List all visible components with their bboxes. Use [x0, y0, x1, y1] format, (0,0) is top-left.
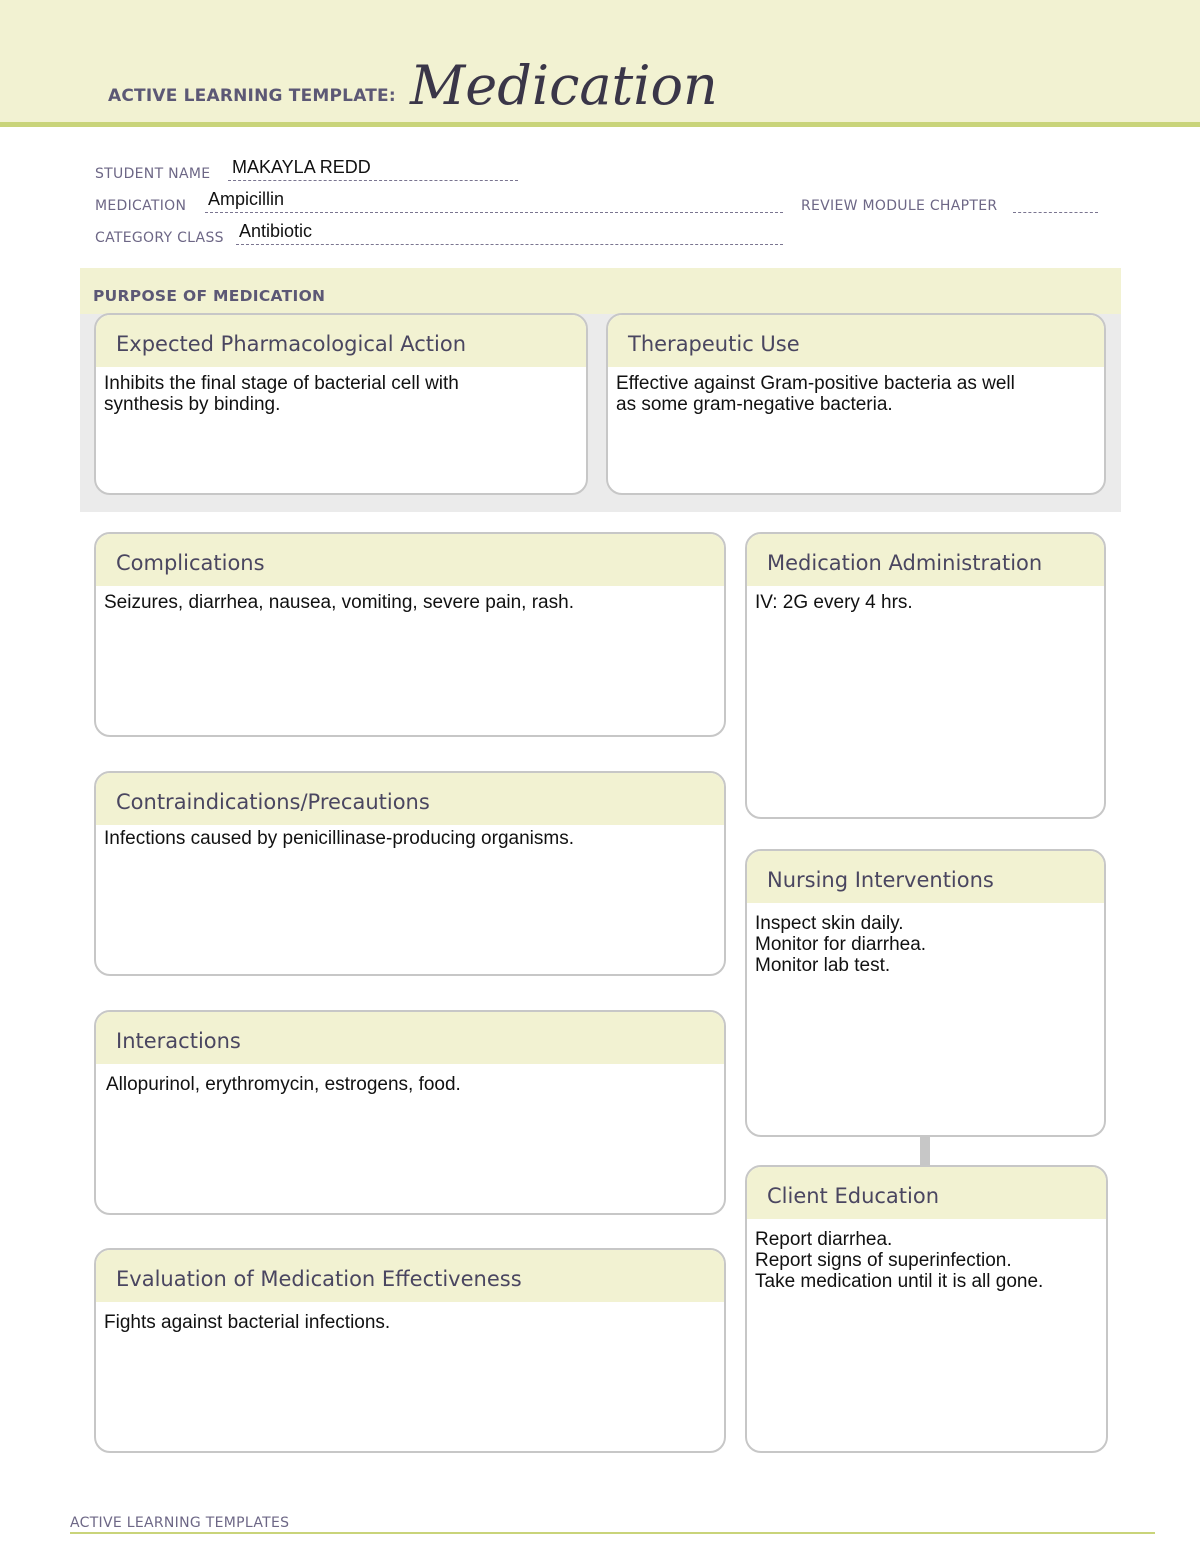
- box-content[interactable]: [96, 367, 586, 415]
- content-line: Inspect skin daily.: [755, 913, 904, 934]
- footer-rule: [70, 1532, 1155, 1534]
- content-line: Report signs of superinfection.: [755, 1250, 1012, 1271]
- content-line: as some gram-negative bacteria.: [616, 394, 893, 415]
- box-title: Expected Pharmacological Action: [96, 315, 586, 367]
- contraindications-box: [94, 771, 726, 976]
- footer-label: ACTIVE LEARNING TEMPLATES: [70, 1515, 290, 1531]
- box-title: Client Education: [747, 1167, 1106, 1219]
- box-title: Evaluation of Medication Effectiveness: [96, 1250, 724, 1302]
- box-connector: [920, 1135, 930, 1166]
- evaluation-box: [94, 1248, 726, 1453]
- category-class-label: CATEGORY CLASS: [95, 230, 224, 246]
- complications-box: [94, 532, 726, 737]
- box-title: Complications: [96, 534, 724, 586]
- content-line: Allopurinol, erythromycin, estrogens, food.: [106, 1074, 461, 1095]
- template-label: ACTIVE LEARNING TEMPLATE:: [108, 86, 396, 106]
- content-line: Report diarrhea.: [755, 1229, 893, 1250]
- box-content[interactable]: [747, 903, 1104, 976]
- content-line: synthesis by binding.: [104, 394, 281, 415]
- student-name-label: STUDENT NAME: [95, 166, 211, 182]
- content-line: Inhibits the final stage of bacterial cell with: [104, 373, 459, 394]
- box-content[interactable]: [96, 825, 724, 849]
- content-line: IV: 2G every 4 hrs.: [755, 592, 913, 613]
- box-content[interactable]: [96, 1302, 724, 1333]
- interactions-box: [94, 1010, 726, 1215]
- client-education-box: [745, 1165, 1108, 1453]
- medication-value[interactable]: Ampicillin: [208, 189, 285, 209]
- therapeutic-use-box: [606, 313, 1106, 495]
- content-line: Monitor for diarrhea.: [755, 934, 927, 955]
- content-line: Effective against Gram-positive bacteria as well: [616, 373, 1015, 394]
- content-line: Seizures, diarrhea, nausea, vomiting, severe pain, rash.: [104, 592, 574, 613]
- category-class-line: [236, 244, 783, 245]
- box-title: Contraindications/Precautions: [96, 773, 724, 825]
- category-class-value[interactable]: Antibiotic: [239, 221, 313, 241]
- box-title: Medication Administration: [747, 534, 1104, 586]
- box-content[interactable]: [608, 367, 1104, 415]
- template-title: Medication: [410, 54, 718, 117]
- expected-pharmacological-action-box: [94, 313, 588, 495]
- box-title: Nursing Interventions: [747, 851, 1104, 903]
- medication-line: [205, 212, 783, 213]
- review-module-chapter-line: [1013, 212, 1098, 213]
- nursing-interventions-box: [745, 849, 1106, 1137]
- student-name-value[interactable]: MAKAYLA REDD: [232, 157, 371, 177]
- box-content[interactable]: [96, 1064, 724, 1095]
- medication-administration-box: [745, 532, 1106, 819]
- content-line: Monitor lab test.: [755, 955, 891, 976]
- box-title: Therapeutic Use: [608, 315, 1104, 367]
- box-content[interactable]: [96, 586, 724, 613]
- box-content[interactable]: [747, 586, 1104, 613]
- content-line: Fights against bacterial infections.: [104, 1312, 391, 1333]
- box-content[interactable]: [747, 1219, 1106, 1292]
- medication-label: MEDICATION: [95, 198, 187, 214]
- content-line: Take medication until it is all gone.: [755, 1271, 1044, 1292]
- content-line: Infections caused by penicillinase-producing organisms.: [104, 828, 574, 849]
- header-rule: [0, 122, 1200, 127]
- box-title: Interactions: [96, 1012, 724, 1064]
- student-name-line: [228, 180, 518, 181]
- purpose-label: PURPOSE OF MEDICATION: [93, 287, 326, 305]
- review-module-chapter-label: REVIEW MODULE CHAPTER: [801, 198, 998, 214]
